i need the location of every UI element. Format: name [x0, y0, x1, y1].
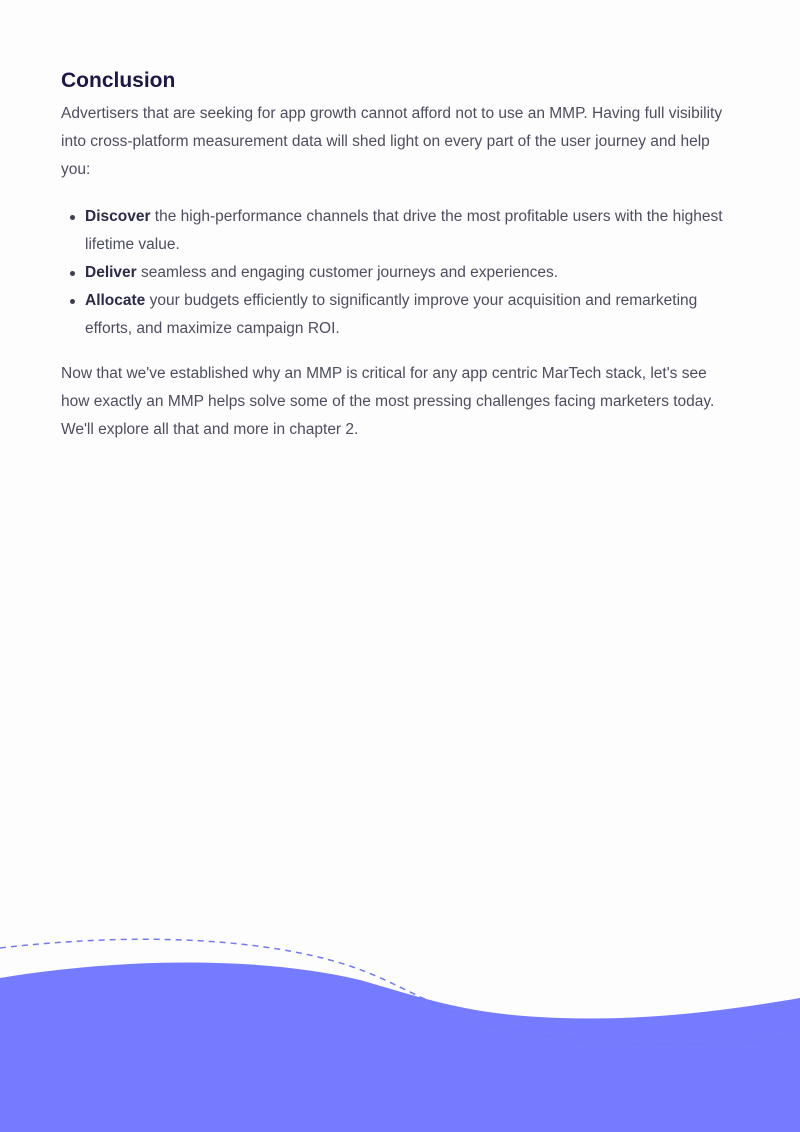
- benefits-list: [61, 203, 731, 343]
- list-item-text: your budgets efficiently to significantly improve your acquisition and remarketing efforts, and maximize campaign ROI.: [85, 292, 698, 337]
- conclusion-section: [61, 66, 731, 444]
- list-item-text: the high-performance channels that drive the most profitable users with the highest lifetime value.: [85, 208, 723, 253]
- footer-wave-decoration: [0, 920, 800, 1132]
- intro-paragraph: Advertisers that are seeking for app growth cannot afford not to use an MMP. Having full visibility into cross-platform measurement data will shed light on every part of the user journey and help you:: [61, 105, 723, 178]
- list-item-term: Deliver: [85, 264, 137, 281]
- list-item-term: Allocate: [85, 292, 146, 309]
- list-item: [85, 259, 731, 287]
- list-item-text: seamless and engaging customer journeys and experiences.: [136, 264, 559, 281]
- list-item: [85, 203, 731, 259]
- list-item: [85, 287, 731, 343]
- closing-paragraph: Now that we've established why an MMP is critical for any app centric MarTech stack, let's see how exactly an MMP helps solve some of the most pressing challenges facing marketers today. We'll explore all that and more in chapter 2.: [61, 365, 715, 438]
- section-heading: Conclusion: [61, 69, 176, 92]
- list-item-term: Discover: [85, 208, 151, 225]
